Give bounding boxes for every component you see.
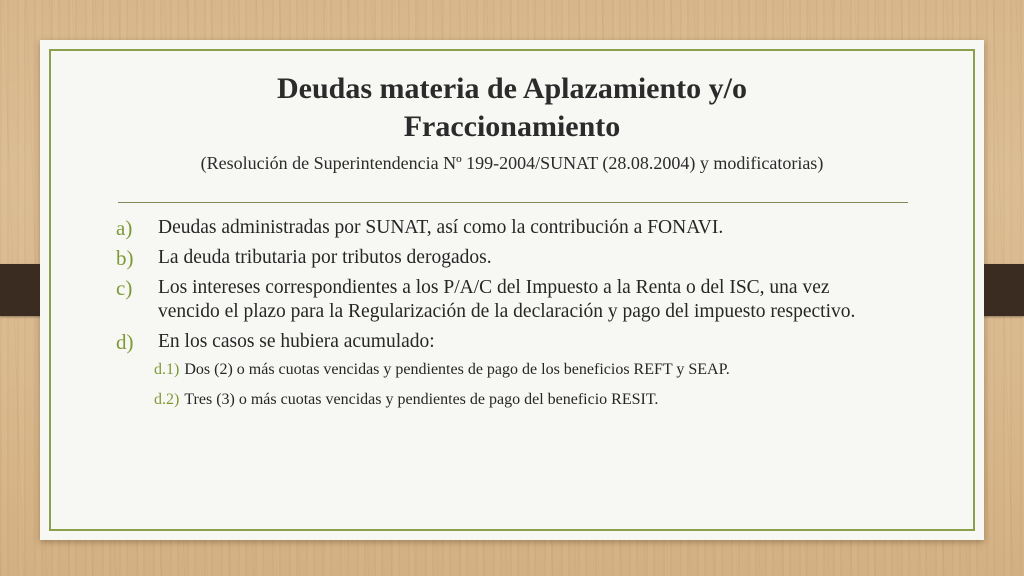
list-item-a [116,216,916,240]
list-item-d [116,330,916,354]
list-item-text: En los casos se hubiera acumulado: [158,331,435,352]
list-item-text: Deudas administradas por SUNAT, así como la contribución a FONAVI. [158,217,724,238]
list-item-b [116,246,916,270]
sub-item-marker: d.1) [154,361,180,378]
slide-title-line-1: Deudas materia de Aplazamiento y/o [277,72,747,105]
title-divider [118,202,908,203]
list-item-text: La deuda tributaria por tributos derogados. [158,247,492,268]
list-marker: c) [116,276,133,300]
sub-item-d2 [154,390,916,410]
sub-item-marker: d.2) [154,391,180,408]
slide-card [40,40,984,540]
list-item-c [116,276,916,324]
slide-title-line-2: Fraccionamiento [403,110,621,143]
bullet-list [116,216,916,420]
sub-item-text: Tres (3) o más cuotas vencidas y pendientes de pago del beneficio RESIT. [184,391,659,408]
slide-subtitle: (Resolución de Superintendencia Nº 199-2004/SUNAT (28.08.2004) y modificatorias) [200,153,824,173]
list-item-text: Los intereses correspondientes a los P/A/C del Impuesto a la Renta o del ISC, una vez vencido el plazo para la Regularización de la declaración y pago del impuesto respectivo. [158,277,856,322]
sub-item-d1 [154,360,916,380]
list-marker: b) [116,246,134,270]
list-marker: d) [116,330,134,354]
list-marker: a) [116,216,133,240]
sub-item-text: Dos (2) o más cuotas vencidas y pendientes de pago de los beneficios REFT y SEAP. [184,361,730,378]
